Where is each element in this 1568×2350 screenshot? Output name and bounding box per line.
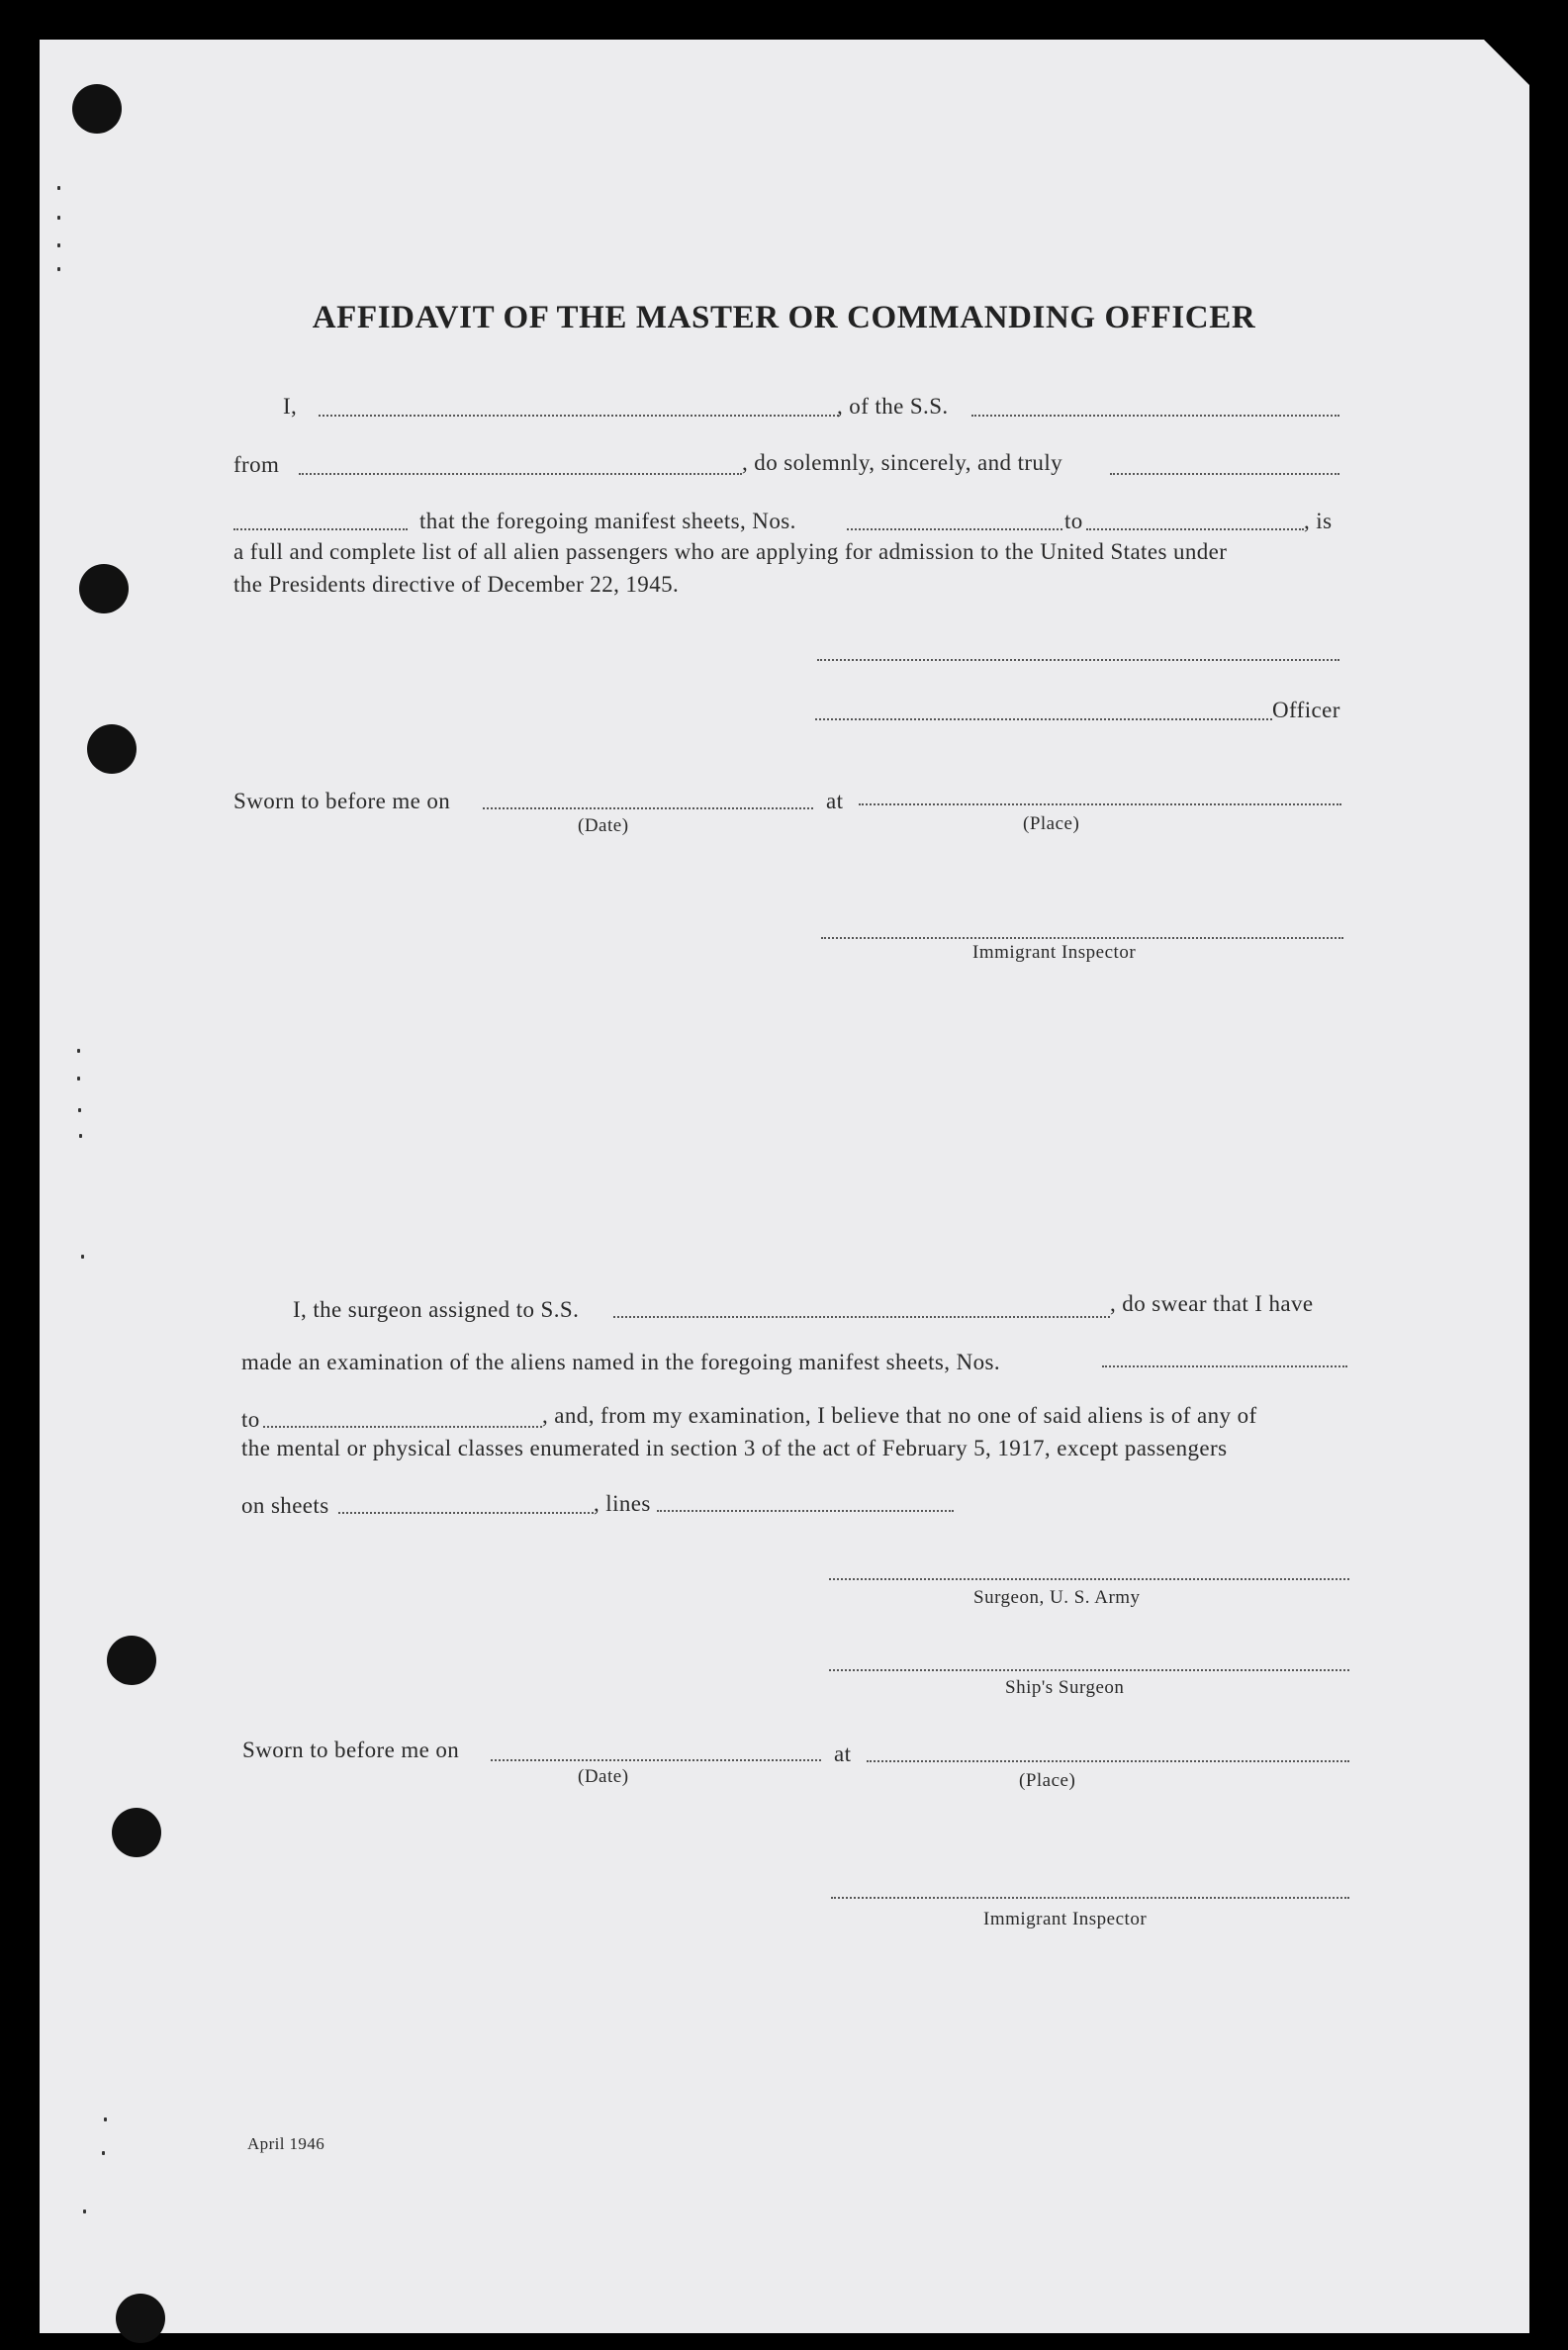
master-inspector-signature-field[interactable] bbox=[821, 937, 1343, 939]
officer-label: Officer bbox=[1272, 698, 1340, 722]
master-sworn-label: Sworn to before me on bbox=[233, 789, 451, 813]
speck bbox=[57, 216, 60, 220]
surgeon-sworn-label: Sworn to before me on bbox=[242, 1738, 460, 1762]
punch-hole bbox=[79, 564, 129, 613]
punch-hole bbox=[72, 84, 122, 134]
army-surgeon-label: Surgeon, U. S. Army bbox=[973, 1587, 1141, 1608]
master-swear-field[interactable] bbox=[1110, 473, 1339, 475]
surgeon-lines-label: , lines bbox=[594, 1491, 651, 1516]
surgeon-sworn-place-field[interactable] bbox=[867, 1760, 1349, 1762]
punch-hole bbox=[87, 724, 137, 774]
master-nos-from-field[interactable] bbox=[847, 528, 1062, 530]
master-ship-field[interactable] bbox=[971, 415, 1339, 417]
form-title: AFFIDAVIT OF THE MASTER OR COMMANDING OFFICER bbox=[312, 300, 1256, 335]
ships-surgeon-label: Ship's Surgeon bbox=[1005, 1677, 1125, 1698]
master-declare-field[interactable] bbox=[233, 528, 408, 530]
surgeon-line3-rest: , and, from my examination, I believe that no one of said aliens is of any of bbox=[542, 1403, 1257, 1428]
master-sworn-date-field[interactable] bbox=[483, 807, 813, 809]
speck bbox=[57, 243, 60, 247]
surgeon-sworn-date-field[interactable] bbox=[491, 1759, 821, 1761]
speck bbox=[83, 2209, 86, 2213]
master-from-field[interactable] bbox=[299, 473, 742, 475]
master-place-caption: (Place) bbox=[1023, 813, 1080, 834]
speck bbox=[104, 2117, 107, 2121]
master-nos-to-field[interactable] bbox=[1086, 528, 1304, 530]
surgeon-line1: I, the surgeon assigned to S.S. bbox=[293, 1297, 580, 1322]
surgeon-sheets-label: on sheets bbox=[241, 1493, 329, 1518]
surgeon-place-caption: (Place) bbox=[1019, 1770, 1076, 1791]
surgeon-sheets-field[interactable] bbox=[338, 1512, 594, 1514]
speck bbox=[77, 1049, 80, 1053]
surgeon-nos-to-field[interactable] bbox=[263, 1426, 542, 1428]
surgeon-nos-from-field[interactable] bbox=[1102, 1365, 1347, 1367]
master-name-field[interactable] bbox=[319, 415, 839, 417]
form-sheet bbox=[40, 40, 1529, 2333]
master-statement-line: the Presidents directive of December 22, 1945. bbox=[233, 572, 680, 597]
speck bbox=[77, 1077, 80, 1081]
army-surgeon-signature-field[interactable] bbox=[829, 1578, 1349, 1580]
master-i-label: I, bbox=[283, 394, 298, 419]
surgeon-to-label: to bbox=[241, 1407, 260, 1432]
master-manifest-label: that the foregoing manifest sheets, Nos. bbox=[419, 509, 796, 533]
speck bbox=[78, 1108, 81, 1112]
surgeon-line2: made an examination of the aliens named in the foregoing manifest sheets, Nos. bbox=[241, 1350, 1000, 1374]
master-statement-line: a full and complete list of all alien passengers who are applying for admission to the United States under bbox=[233, 539, 1228, 564]
officer-signature-field[interactable] bbox=[815, 718, 1272, 720]
surgeon-date-caption: (Date) bbox=[578, 1766, 629, 1787]
speck bbox=[102, 2151, 105, 2155]
speck bbox=[81, 1255, 84, 1259]
master-date-caption: (Date) bbox=[578, 815, 629, 836]
master-signature-field[interactable] bbox=[817, 659, 1339, 661]
surgeon-at-label: at bbox=[834, 1741, 852, 1766]
surgeon-line1-end: , do swear that I have bbox=[1110, 1291, 1314, 1316]
surgeon-inspector-signature-field[interactable] bbox=[831, 1897, 1349, 1899]
master-to-label: to bbox=[1064, 509, 1083, 533]
master-inspector-label: Immigrant Inspector bbox=[972, 942, 1137, 963]
master-at-label: at bbox=[826, 789, 844, 813]
ships-surgeon-signature-field[interactable] bbox=[829, 1669, 1349, 1671]
master-is-label: , is bbox=[1304, 509, 1333, 533]
form-date: April 1946 bbox=[247, 2134, 325, 2153]
speck bbox=[57, 267, 60, 271]
surgeon-lines-field[interactable] bbox=[657, 1510, 954, 1512]
master-sworn-place-field[interactable] bbox=[859, 803, 1341, 805]
master-swear-label: , do solemnly, sincerely, and truly bbox=[742, 450, 1063, 475]
master-of-ss-label: , of the S.S. bbox=[837, 394, 949, 419]
speck bbox=[57, 186, 60, 190]
punch-hole bbox=[116, 2294, 165, 2343]
surgeon-inspector-label: Immigrant Inspector bbox=[983, 1909, 1148, 1929]
speck bbox=[79, 1134, 82, 1138]
punch-hole bbox=[107, 1636, 156, 1685]
master-from-label: from bbox=[233, 452, 280, 477]
punch-hole bbox=[112, 1808, 161, 1857]
surgeon-line4: the mental or physical classes enumerated in section 3 of the act of February 5, 1917, except passengers bbox=[241, 1436, 1228, 1460]
surgeon-ship-field[interactable] bbox=[613, 1316, 1110, 1318]
